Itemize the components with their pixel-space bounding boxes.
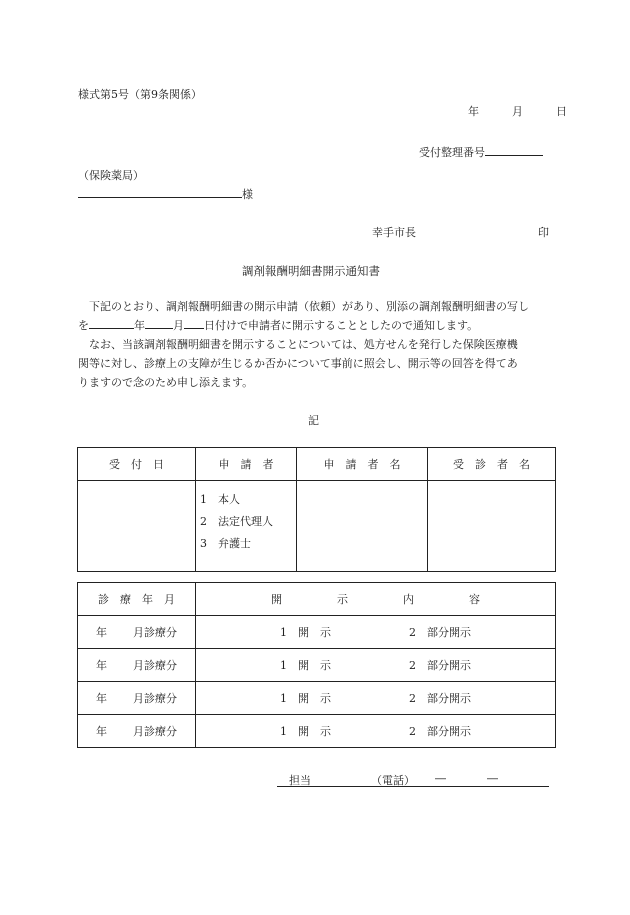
recipient-label: （保険薬局） (78, 169, 144, 182)
treatment-month-cell (78, 649, 196, 682)
ki-heading: 記 (308, 414, 319, 427)
cell-applicant-name (297, 481, 428, 572)
option-self: 1 本人 (200, 493, 240, 506)
issuer: 幸手市長 (372, 226, 416, 239)
seal-mark: 印 (538, 226, 549, 239)
row-month: 月診療分 (133, 725, 177, 738)
body-paragraph-2 (78, 335, 552, 392)
disclosure-options-cell (196, 649, 556, 682)
body-p2-line2: 関等に対し、診療上の支障が生じるか否かについて事前に照会し、開示等の回答を得てあ (78, 357, 518, 370)
row-year: 年 (96, 692, 107, 705)
option-disclose: 1 開 示 (280, 725, 331, 738)
row-month: 月診療分 (133, 659, 177, 672)
notice-day-blank (184, 318, 204, 329)
cell-applicant-options (196, 481, 297, 572)
body-p1-year: 年 (134, 319, 145, 332)
receipt-number (419, 144, 543, 160)
option-partial-disclose: 2 部分開示 (409, 725, 471, 738)
date-line (468, 103, 567, 119)
option-disclose: 1 開 示 (280, 659, 331, 672)
option-partial-disclose: 2 部分開示 (409, 692, 471, 705)
option-lawyer: 3 弁護士 (200, 537, 251, 550)
cell-receipt-date (78, 481, 196, 572)
treatment-month-cell (78, 682, 196, 715)
body-p2-line1: なお、当該調剤報酬明細書を開示することについては、処方せんを発行した保険医療機 (89, 338, 518, 351)
table-row (78, 616, 556, 649)
date-year: 年 (468, 105, 479, 118)
date-day: 日 (556, 105, 567, 118)
contact-phone-label: （電話） (371, 774, 415, 787)
application-table (77, 447, 556, 572)
phone-dash-2: ― (487, 772, 498, 785)
body-paragraph-1 (78, 297, 552, 335)
recipient-suffix: 様 (242, 188, 253, 201)
disclosure-options-cell (196, 682, 556, 715)
form-number: 様式第5号（第9条関係） (78, 88, 202, 101)
header-patient-name: 受 診 者 名 (428, 448, 556, 481)
option-disclose: 1 開 示 (280, 692, 331, 705)
disclosure-options-cell (196, 616, 556, 649)
notice-year-blank (89, 318, 134, 329)
option-disclose: 1 開 示 (280, 626, 331, 639)
contact-person-label: 担当 (289, 774, 311, 787)
body-p1-line1: 下記のとおり、調剤報酬明細書の開示申請（依頼）があり、別添の調剤報酬明細書の写し (89, 300, 529, 313)
body-p1-month: 月 (173, 319, 184, 332)
header-disclosure-content: 開 示 内 容 (196, 583, 556, 616)
treatment-month-cell (78, 715, 196, 748)
cell-patient-name (428, 481, 556, 572)
header-treatment-month: 診 療 年 月 (78, 583, 196, 616)
row-month: 月診療分 (133, 692, 177, 705)
disclosure-table (77, 582, 556, 748)
receipt-number-label: 受付整理番号 (419, 146, 485, 159)
header-applicant: 申 請 者 (196, 448, 297, 481)
table-row (78, 715, 556, 748)
row-year: 年 (96, 725, 107, 738)
disclosure-options-cell (196, 715, 556, 748)
treatment-month-cell (78, 616, 196, 649)
row-month: 月診療分 (133, 626, 177, 639)
phone-dash-1: ― (435, 772, 446, 785)
notice-month-blank (145, 318, 173, 329)
table-row (78, 682, 556, 715)
row-year: 年 (96, 659, 107, 672)
recipient-line (78, 186, 253, 202)
table-row (78, 649, 556, 682)
option-partial-disclose: 2 部分開示 (409, 659, 471, 672)
header-receipt-date: 受 付 日 (78, 448, 196, 481)
document-title: 調剤報酬明細書開示通知書 (242, 264, 380, 278)
body-p1-line2-suffix: 日付けで申請者に開示することとしたので通知します。 (204, 319, 479, 332)
recipient-name-blank (78, 187, 242, 198)
option-partial-disclose: 2 部分開示 (409, 626, 471, 639)
option-legal-representative: 2 法定代理人 (200, 515, 273, 528)
body-p1-line2-prefix: を (78, 319, 89, 332)
header-applicant-name: 申 請 者 名 (297, 448, 428, 481)
body-p2-line3: りますので念のため申し添えます。 (78, 376, 254, 389)
date-month: 月 (512, 105, 523, 118)
receipt-number-blank (485, 145, 543, 156)
contact-line (277, 772, 549, 787)
row-year: 年 (96, 626, 107, 639)
